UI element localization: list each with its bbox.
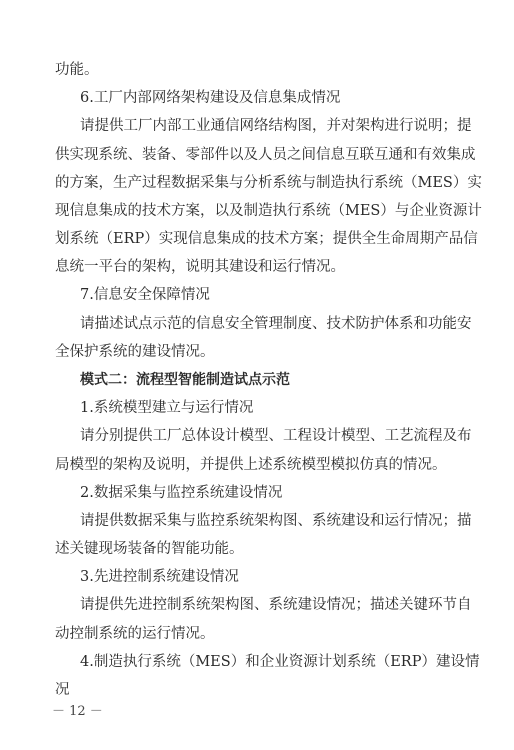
paragraph-line: 请提供先进控制系统架构图、系统建设情况；描述关键环节自 <box>80 597 472 613</box>
paragraph-line: 的方案，生产过程数据采集与分析系统与制造执行系统（MES）实 <box>55 175 482 191</box>
page-number: － 12 － <box>52 704 103 719</box>
paragraph-line: 述关键现场装备的智能功能。 <box>55 541 244 557</box>
paragraph-line: 功能。 <box>55 62 99 78</box>
paragraph-line: 请提供工厂内部工业通信网络结构图，并对架构进行说明；提 <box>80 118 472 134</box>
paragraph-line: 请描述试点示范的信息安全管理制度、技术防护体系和功能安 <box>80 316 472 332</box>
paragraph-line: 划系统（ERP）实现信息集成的技术方案；提供全生命周期产品信 <box>55 231 478 247</box>
paragraph-line: 供实现系统、装备、零部件以及人员之间信息互联互通和有效集成 <box>55 147 476 163</box>
section-heading-3: 3.先进控制系统建设情况 <box>80 569 239 585</box>
paragraph-line: 请提供数据采集与监控系统架构图、系统建设和运行情况；描 <box>80 513 472 529</box>
paragraph-line: 请分别提供工厂总体设计模型、工程设计模型、工艺流程及布 <box>80 428 472 444</box>
section-heading-4: 4.制造执行系统（MES）和企业资源计划系统（ERP）建设情 <box>80 654 480 670</box>
paragraph-line: 动控制系统的运行情况。 <box>55 626 215 642</box>
paragraph-line: 息统一平台的架构，说明其建设和运行情况。 <box>55 259 345 275</box>
section-heading-2: 2.数据采集与监控系统建设情况 <box>80 485 283 501</box>
paragraph-line: 况 <box>55 682 70 698</box>
section-heading-1: 1.系统模型建立与运行情况 <box>80 400 254 416</box>
section-heading-6: 6.工厂内部网络架构建设及信息集成情况 <box>80 90 341 106</box>
paragraph-line: 局模型的架构及说明，并提供上述系统模型模拟仿真的情况。 <box>55 457 447 473</box>
paragraph-line: 现信息集成的技术方案，以及制造执行系统（MES）与企业资源计 <box>55 203 482 219</box>
mode-heading: 模式二：流程型智能制造试点示范 <box>80 372 290 388</box>
paragraph-line: 全保护系统的建设情况。 <box>55 344 215 360</box>
section-heading-7: 7.信息安全保障情况 <box>80 287 210 303</box>
